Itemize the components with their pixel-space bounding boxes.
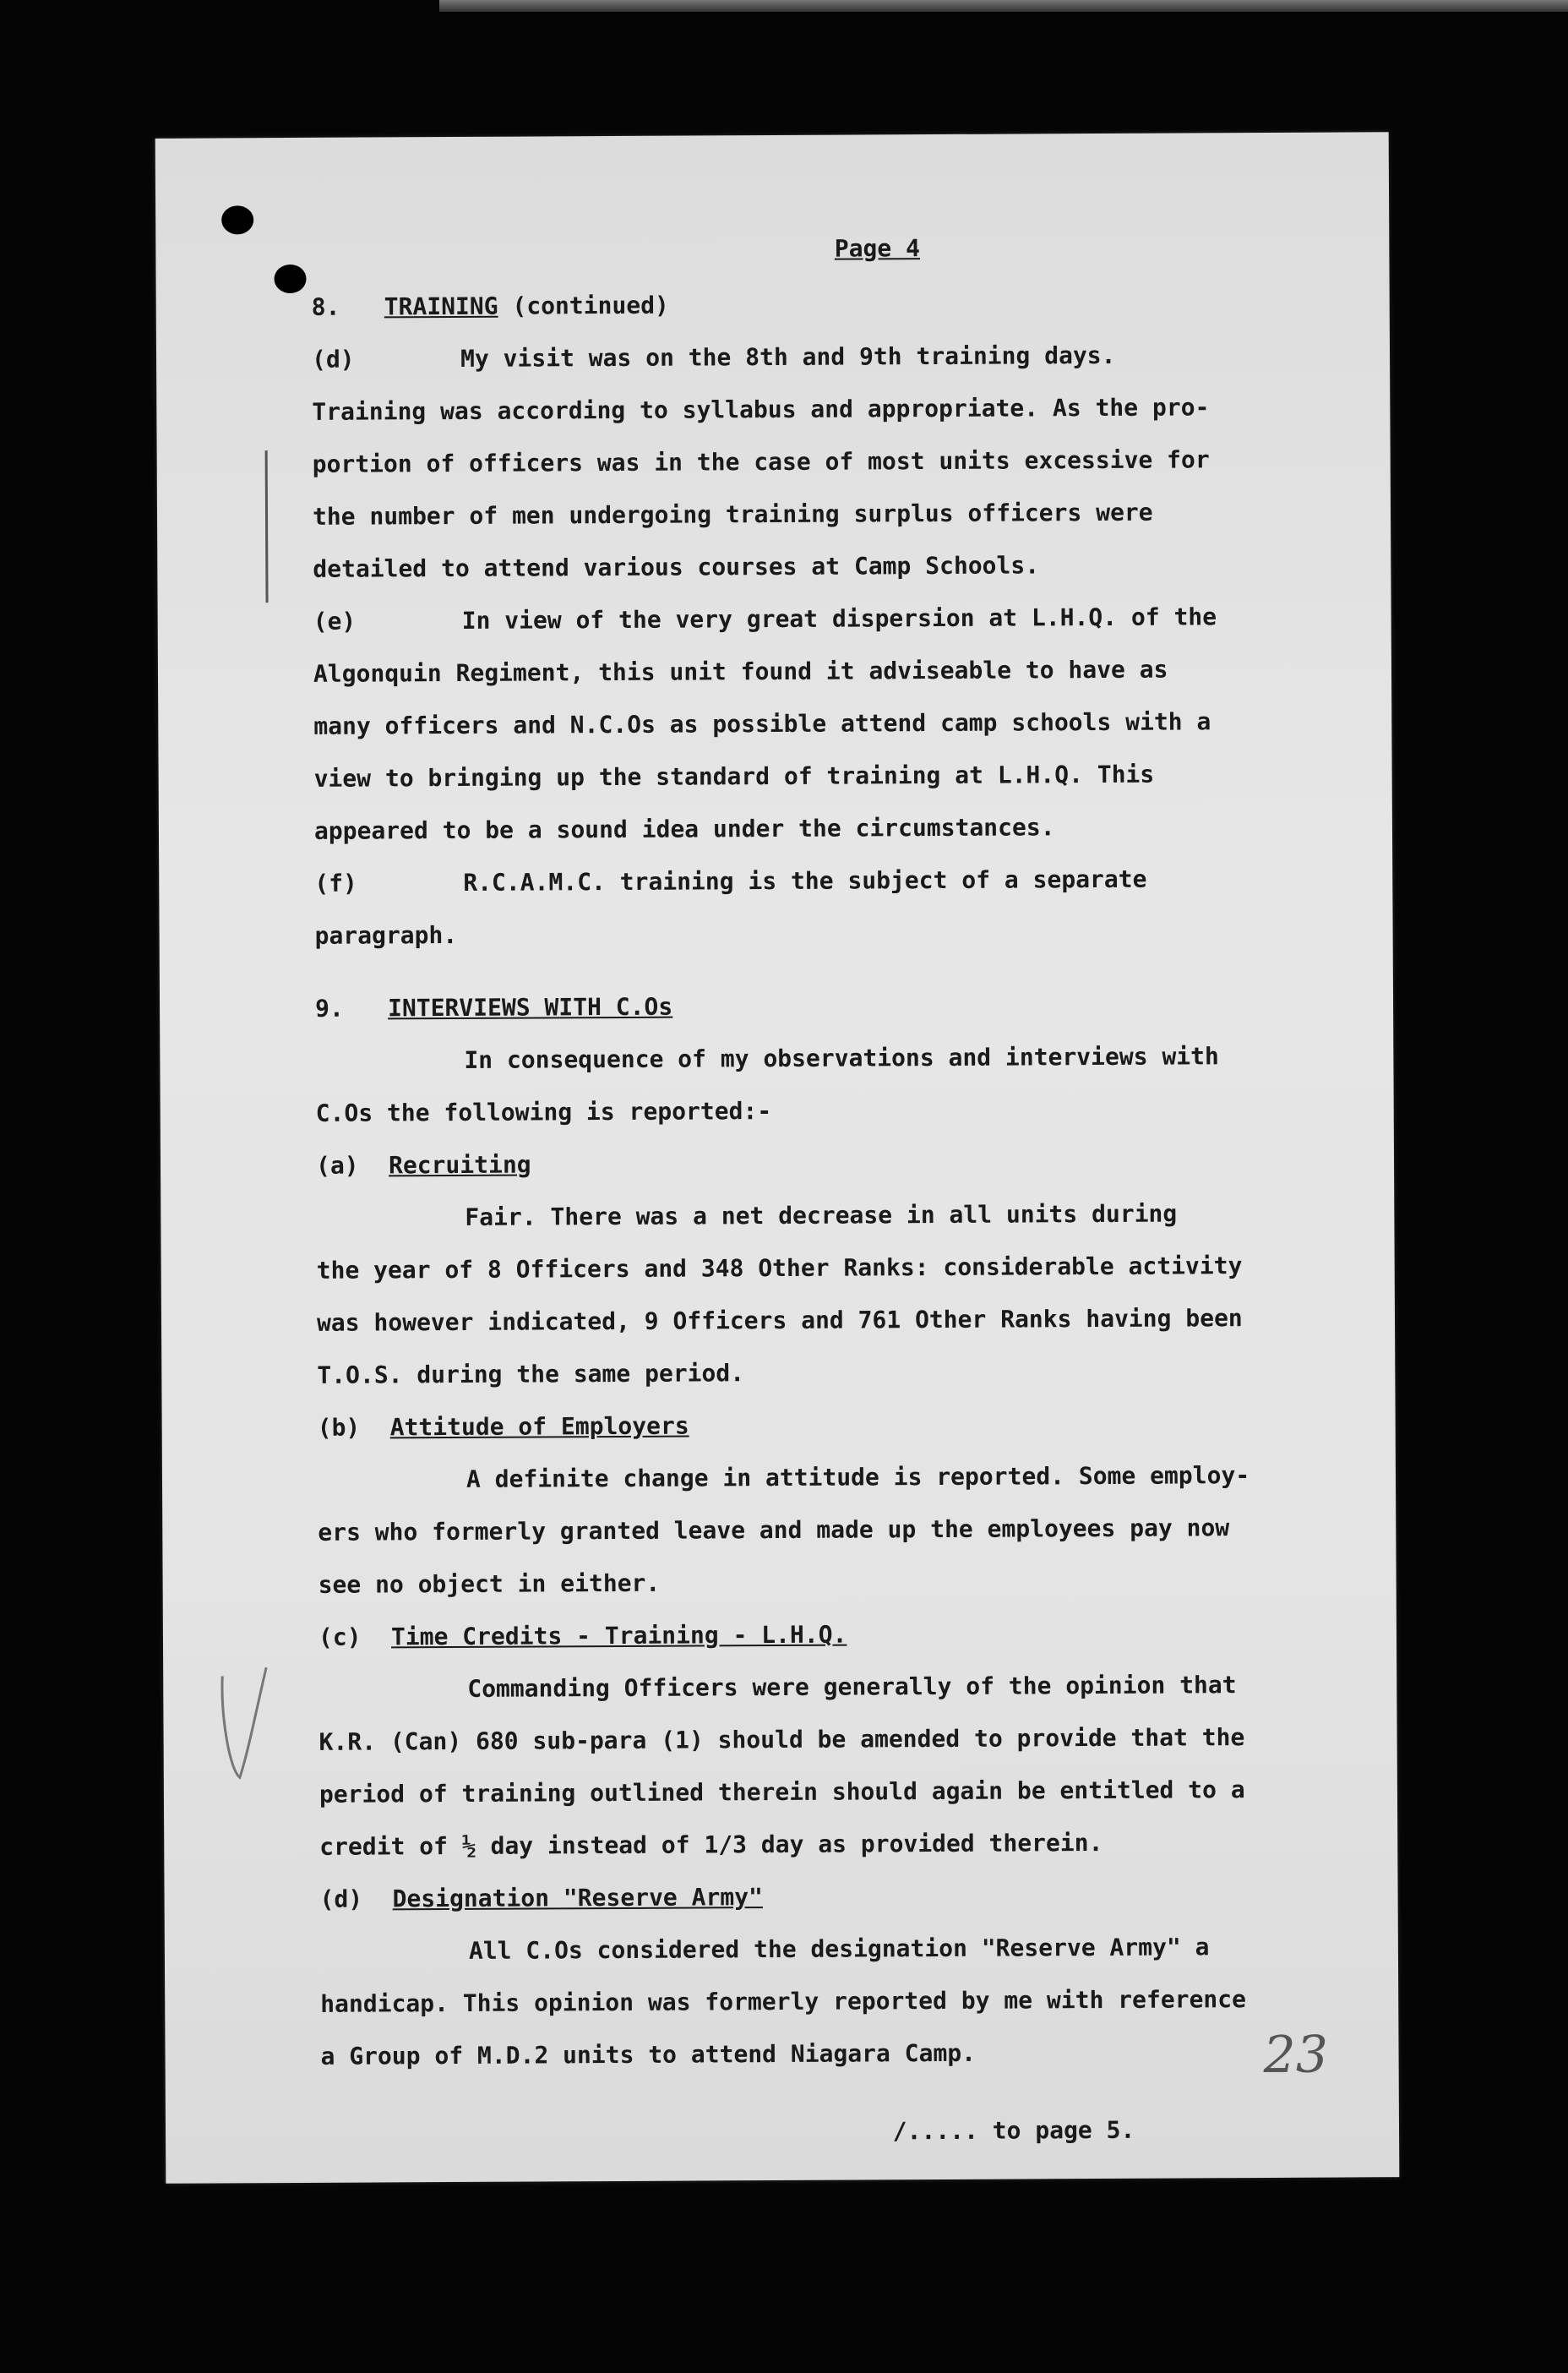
paragraph-line: detailed to attend various courses at Camp Schools.	[313, 551, 1040, 583]
continuation-note: /..... to page 5.	[892, 2115, 1135, 2146]
item-label: (d)	[311, 345, 355, 374]
paragraph-line: credit of ½ day instead of 1/3 day as provided therein.	[319, 1828, 1103, 1861]
indent	[318, 1697, 467, 1698]
paragraph-line	[313, 590, 1344, 647]
line-text: A definite change in attitude is reported. Some employ-	[466, 1461, 1250, 1493]
line-text: My visit was on the 8th and 9th training days.	[460, 341, 1116, 373]
item-label: (a)	[315, 1151, 359, 1180]
paragraph-line: handicap. This opinion was formerly reported by me with reference	[320, 1985, 1247, 2018]
section-8-heading	[312, 275, 1342, 333]
section-9-heading	[315, 977, 1346, 1034]
paragraph-line: Algonquin Regiment, this unit found it adviseable to have as	[313, 655, 1168, 688]
folio-number: 23	[1263, 2025, 1329, 2086]
paragraph-line	[312, 328, 1342, 385]
subsection-title: Designation "Reserve Army"	[392, 1883, 763, 1913]
check-mark-icon	[214, 1659, 274, 1786]
line-text: In consequence of my observations and interviews with	[464, 1042, 1219, 1074]
item-label: (f)	[314, 869, 357, 897]
indent	[320, 1959, 469, 1960]
section-title: TRAINING	[384, 292, 498, 321]
item-label: (b)	[317, 1413, 361, 1442]
section-number: 8.	[311, 292, 340, 321]
document-body	[311, 216, 1352, 2160]
paragraph-line	[320, 1920, 1351, 1978]
paragraph-line: appeared to be a sound idea under the circumstances.	[313, 813, 1055, 845]
paragraph-line	[318, 1658, 1349, 1716]
paragraph-line: a Group of M.D.2 units to attend Niagara Camp.	[320, 2038, 977, 2070]
line-text: Fair. There was a net decrease in all units during	[465, 1199, 1178, 1231]
page-header	[311, 216, 1342, 281]
paragraph-line	[316, 1186, 1347, 1244]
punch-hole	[274, 265, 306, 293]
paragraph-line: C.Os the following is reported:-	[315, 1097, 772, 1127]
section-title: INTERVIEWS WITH C.Os	[387, 992, 673, 1023]
paragraph-line: period of training outlined therein should again be entitled to a	[318, 1776, 1245, 1808]
indent	[318, 1487, 466, 1488]
section-number: 9.	[314, 994, 344, 1023]
item-label: (e)	[313, 607, 357, 636]
subsection-heading	[319, 1868, 1350, 1925]
subsection-title: Time Credits - Training - L.H.Q.	[390, 1620, 847, 1651]
paragraph-line: ers who formerly granted leave and made up the employees pay now	[318, 1514, 1230, 1547]
indent	[315, 1068, 464, 1069]
item-label: (d)	[319, 1885, 363, 1913]
margin-mark	[265, 450, 269, 603]
paragraph-line: many officers and N.C.Os as possible attend camp schools with a	[313, 707, 1211, 740]
subsection-heading	[316, 1134, 1347, 1192]
paragraph-line: paragraph.	[314, 920, 458, 950]
line-text: All C.Os considered the designation "Reserve Army" a	[468, 1933, 1210, 1965]
paragraph-line: the number of men undergoing training surplus officers were	[312, 498, 1153, 531]
line-text: Commanding Officers were generally of the opinion that	[467, 1671, 1237, 1703]
subsection-title: Attitude of Employers	[389, 1411, 689, 1442]
paragraph-line	[318, 1448, 1348, 1506]
page-header-text: Page 4	[834, 234, 921, 263]
punch-hole	[221, 205, 253, 234]
subsection-heading	[318, 1606, 1349, 1663]
paragraph-line	[315, 1029, 1346, 1087]
line-text: R.C.A.M.C. training is the subject of a separate	[463, 865, 1147, 897]
paragraph-line: was however indicated, 9 Officers and 761 Other Ranks having been	[316, 1304, 1243, 1337]
subsection-heading	[318, 1396, 1348, 1454]
paragraph-line	[314, 852, 1345, 909]
section-title-suffix: (continued)	[512, 291, 669, 320]
film-edge	[439, 0, 1568, 12]
item-label: (c)	[318, 1623, 362, 1651]
paragraph-line: portion of officers was in the case of most units excessive for	[312, 445, 1210, 478]
subsection-title: Recruiting	[388, 1150, 531, 1180]
paragraph-line: view to bringing up the standard of training at L.H.Q. This	[313, 760, 1155, 793]
indent	[316, 1225, 465, 1226]
paragraph-line: T.O.S. during the same period.	[317, 1359, 745, 1389]
line-text: In view of the very great dispersion at L.H.Q. of the	[461, 603, 1217, 635]
paragraph-line: K.R. (Can) 680 sub-para (1) should be amended to provide that the	[318, 1723, 1245, 1756]
document-page	[155, 132, 1400, 2184]
paragraph-line: see no object in either.	[318, 1568, 661, 1599]
paragraph-line: the year of 8 Officers and 348 Other Ranks: considerable activity	[316, 1252, 1243, 1285]
paragraph-line: Training was according to syllabus and appropriate. As the pro-	[312, 393, 1210, 426]
